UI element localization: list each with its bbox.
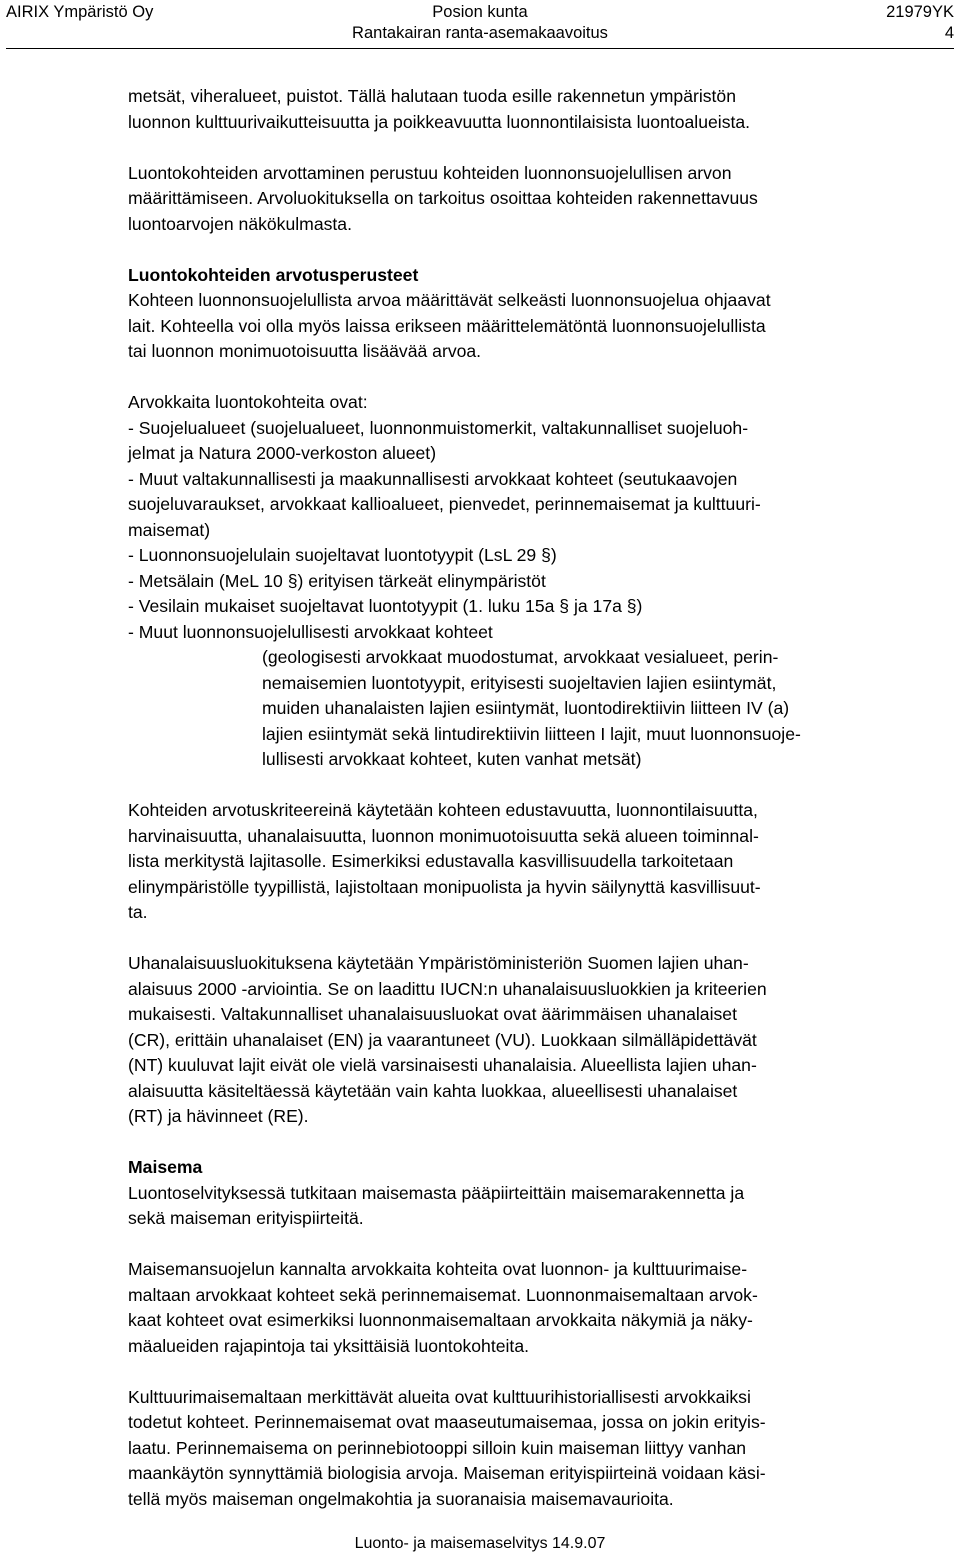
page-footer: Luonto- ja maisemaselvitys 14.9.07	[354, 1535, 606, 1552]
header-project-code: 21979YK	[886, 3, 954, 21]
header-company: AIRIX Ympäristö Oy	[6, 3, 154, 21]
valuable-sites-list: Arvokkaita luontokohteita ovat: - Suojelualueet (suojelualueet, luonnonmuistomerkit, valtakunnalliset suojeluoh- jelmat ja Natura 2000-verkoston alueet) - Muut valtakunnallisesti ja maakunnallisesti arvokkaat kohteet (seutukaavojen suojeluvaraukset, arvokkaat kallioalueet, pienvedet, perinnemaisemat ja kulttuuri- maisemat) - Luonnonsuojelulain suojeltavat luontotyypit (LsL 29 §) - Metsälain (MeL 10 §) erityisen tärkeät elinympäristöt - Vesilain mukaiset suojeltavat luontotyypit (1. luku 15a § ja 17a §) - Muut luonnonsuojelullisesti arvokkaat kohteet	[128, 392, 761, 642]
section-heading: Maisema	[128, 1157, 203, 1177]
paragraph: Uhanalaisuusluokituksena käytetään Ympäristöministeriön Suomen lajien uhan- alaisuus 2000 -arviointia. Se on laadittu IUCN:n uhanalaisuusluokkien ja kriteerien mukaisesti. Valtakunnalliset uhanalaisuusluokat ovat äärimmäisen uhanalaiset (CR), erittäin uhanalaiset (EN) ja vaarantuneet (VU). Luokkaan silmälläpidettävät (NT) kuuluvat lajit eivät ole vielä varsinaisesti uhanalaisia. Alueellista lajien uhan- alaisuutta käsiteltäessä käytetään vain kahta luokkaa, alueellisesti uhanalaiset (RT) ja hävinneet (RE).	[128, 953, 767, 1126]
header-municipality: Posion kunta	[432, 3, 528, 21]
section-heading: Luontokohteiden arvotusperusteet	[128, 264, 419, 285]
paragraph: Kohteiden arvotuskriteereinä käytetään kohteen edustavuutta, luonnontilaisuutta, harvinaisuutta, uhanalaisuutta, luonnon monimuotoisuutta sekä alueen toiminnal- lista merkitystä lajitasolle. Esimerkiksi edustavalla kasvillisuudella tarkoitetaan elinympäristölle tyypillistä, lajistoltaan monipuolista ja hyvin säilynyttä kasvillisuut- ta.	[128, 800, 761, 922]
header-project	[0, 2, 960, 44]
paragraph: Luontokohteiden arvottaminen perustuu kohteiden luonnonsuojelullisen arvon määrittämiseen. Arvoluokituksella on tarkoitus osoittaa kohteiden rakennettavuus luontoarvojen näkökulmasta.	[128, 162, 758, 234]
page-header	[0, 0, 960, 52]
header-divider	[6, 48, 954, 49]
paragraph: metsät, viheralueet, puistot. Tällä halutaan tuoda esille rakennetun ympäristön luonnon kulttuurivaikutteisuutta ja poikkeavuutta luonnontilaisista luontoalueista.	[128, 86, 751, 132]
paragraph: Kohteen luonnonsuojelullista arvoa määrittävät selkeästi luonnonsuojelua ohjaavat lait. Kohteella voi olla myös laissa erikseen määrittelemätöntä luonnonsuojelullista tai luonnon monimuotoisuutta lisäävää arvoa.	[128, 290, 771, 361]
valuable-sites-list-detail: (geologisesti arvokkaat muodostumat, arvokkaat vesialueet, perin- nemaisemien luontotyypit, erityisesti suojeltavien lajien esiintymät, muiden uhanalaisten lajien esiintymät, luontodirektiivin liitteen IV (a) lajien esiintymät sekä lintudirektiivin liitteen I lajit, muut luonnonsuoje- lullisesti arvokkaat kohteet, kuten vanhat metsät)	[262, 647, 801, 769]
document-body	[128, 84, 928, 1512]
paragraph: Maisemansuojelun kannalta arvokkaita kohteita ovat luonnon- ja kulttuurimaise- maltaan arvokkaat kohteet sekä perinnemaisemat. Luonnonmaisemaltaan arvok- kaat kohteet ovat esimerkiksi luonnonmaisemaltaan arvokkaita näkymiä ja näky- mäalueiden rajapintoja tai yksittäisiä luontokohteita.	[128, 1259, 758, 1356]
header-project-title: Rantakairan ranta-asemakaavoitus	[352, 24, 608, 42]
page-number: 4	[944, 24, 954, 42]
header-reference	[886, 2, 954, 44]
paragraph: Luontoselvityksessä tutkitaan maisemasta pääpiirteittäin maisemarakennetta ja sekä maiseman erityispiirteitä.	[128, 1182, 745, 1228]
paragraph: Kulttuurimaisemaltaan merkittävät alueita ovat kulttuurihistoriallisesti arvokkaiksi todetut kohteet. Perinnemaisemat ovat maaseutumaisemaa, jossa on jokin erityis- laatu. Perinnemaisema on perinnebiotooppi silloin kuin maiseman liittyy vanhan maankäytön synnyttämiä biologisia arvoja. Maiseman erityispiirteinä voidaan käsi- tellä myös maiseman ongelmakohtia ja suoranaisia maisemavaurioita.	[128, 1386, 766, 1509]
